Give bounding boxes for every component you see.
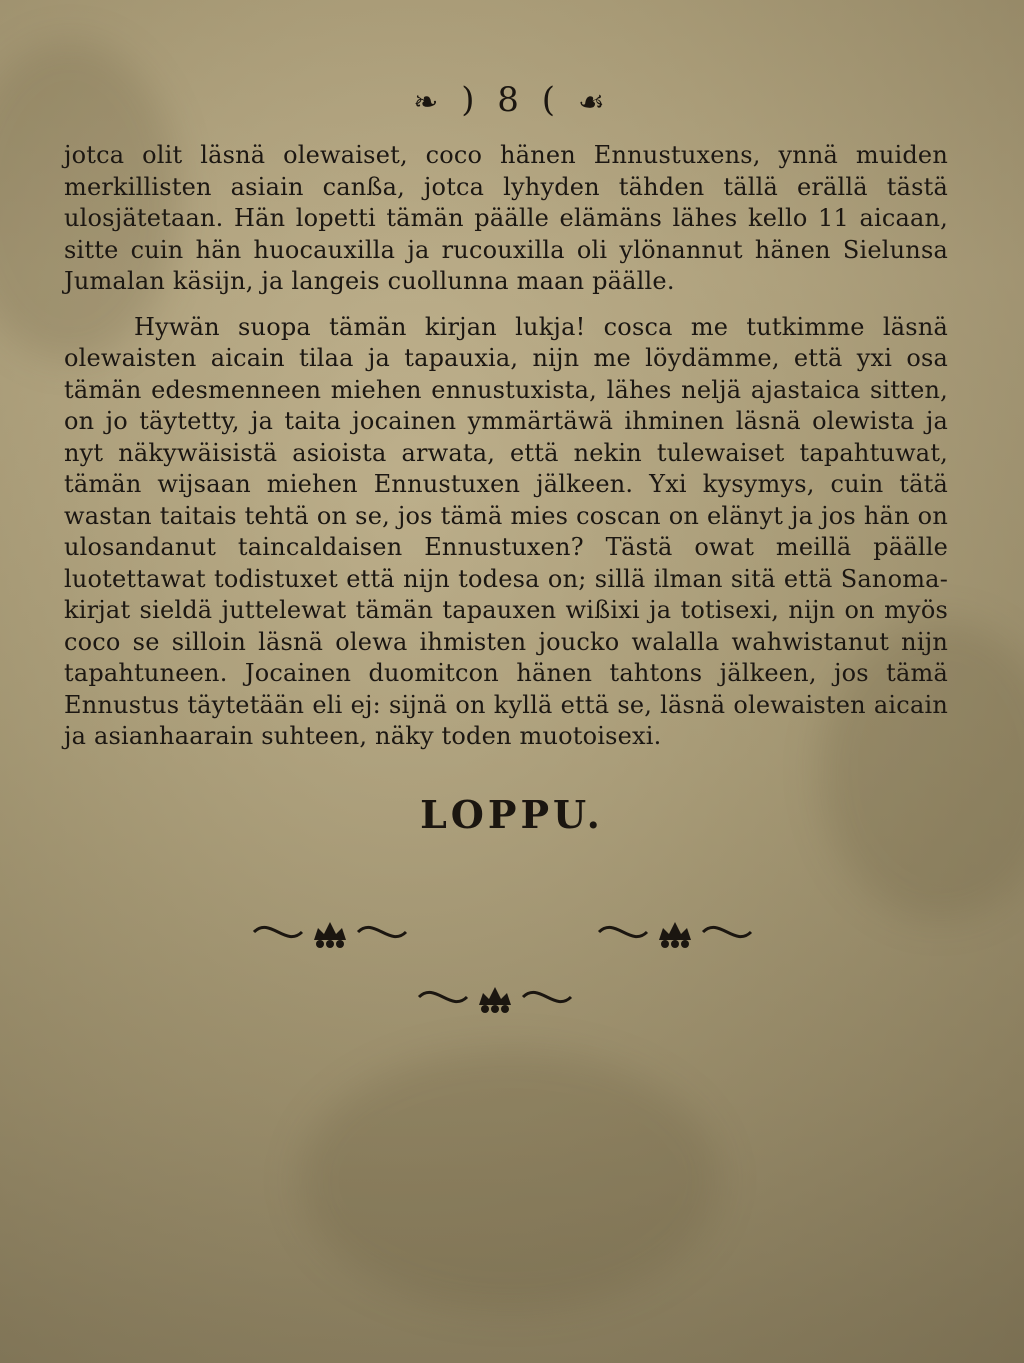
page-header (0, 80, 1024, 120)
paragraph-1: jotca olit läsnä olewaiset, coco hänen Ennustuxens, ynnä muiden merkillisten asiain canßa, jotca lyhyden tähden tällä erällä tästä ulosjätetaan. Hän lopetti tämän päälle elämäns lähes kello 11 aicaan, sitte cuin hän huocauxilla ja rucouxilla oli ylönannut hänen Sielunsa Jumalan käsijn, ja langeis cuollunna maan päälle. (64, 141, 948, 295)
paragraph-2: Hywän suopa tämän kirjan lukja! cosca me tutkimme läsnä olewaisten aicain tilaa ja tapauxia, nijn me löydämme, että yxi osa tämän edesmenneen miehen ennustuxista, lähes neljä ajastaica sitten, on jo täytetty, ja taita jocainen ymmärtäwä ihminen läsnä olewista ja nyt näkywäisistä asioista arwata, että nekin tulewaiset tapahtuwat, tämän wijsaan miehen Ennustuxen jälkeen. Yxi kysymys, cuin tätä wastan taitais tehtä on se, jos tämä mies coscan on elänyt ja jos hän on ulosandanut taincaldaisen Ennustuxen? Tästä owat meillä päälle luotettawat todistuxet että nijn todesa on; sillä ilman sitä että Sanoma-kirjat sieldä juttelewat tämän tapauxen wißixi ja totisexi, nijn on myös coco se silloin läsnä olewa ihmisten joucko walalla wahwistanut nijn tapahtuneen. Jocainen duomitcon hänen tahtons jälkeen, jos tämä Ennustus täytetään eli ej: sijnä on kyllä että se, läsnä olewaisten aicain ja asianhaarain suhteen, näky toden muotoisexi. (64, 312, 948, 750)
paper-stain (300, 1050, 720, 1310)
fleuron-center-icon (415, 975, 575, 1019)
page-number: ) 8 ( (461, 80, 561, 120)
fleuron-right-icon (595, 910, 755, 954)
fleuron-left-icon (250, 910, 410, 954)
left-ornament-icon: ❧ (413, 84, 445, 120)
finis-heading: LOPPU. (420, 792, 604, 837)
right-ornament-icon: ☙ (577, 84, 611, 120)
body-text (64, 140, 948, 753)
